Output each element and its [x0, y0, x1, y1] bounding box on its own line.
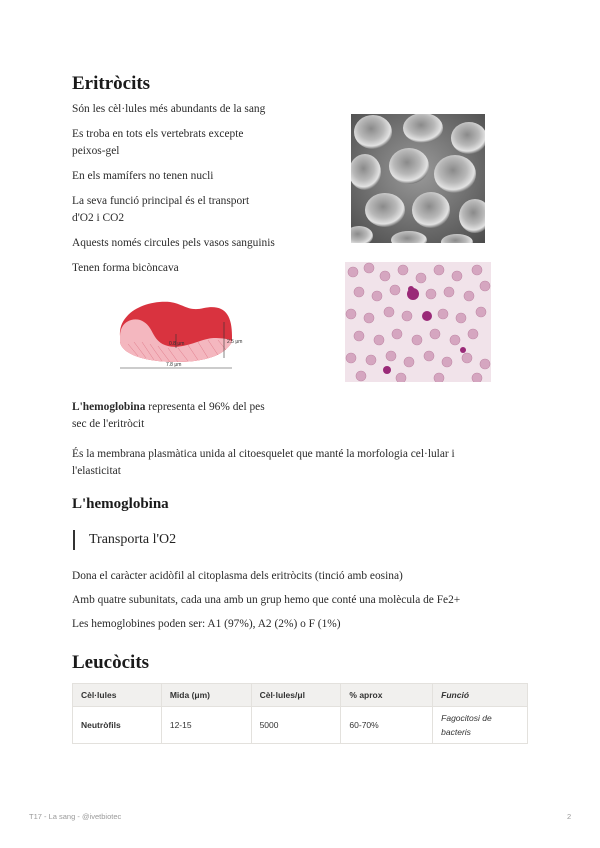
table-header: Funció — [433, 684, 528, 707]
text-line: La seva funció principal és el transport — [72, 195, 250, 207]
text-line: Es troba en tots els vertebrats excepte — [72, 128, 244, 140]
text-line: sec de l'eritròcit — [72, 418, 145, 430]
hemoglobin-paragraph — [72, 399, 265, 415]
text-line: l'elasticitat — [72, 465, 121, 477]
table-cell: 12-15 — [161, 707, 251, 744]
text-line: Les hemoglobines poden ser: A1 (97%), A2 (2%) o F (1%) — [72, 618, 341, 630]
text-line: Dona el caràcter acidòfil al citoplasma dels eritròcits (tinció amb eosina) — [72, 570, 403, 582]
blood-smear-image — [345, 262, 491, 382]
table-cell: 5000 — [251, 707, 341, 744]
table-header-row — [73, 684, 528, 707]
table-header: Cèl·lules/μl — [251, 684, 341, 707]
section-title-leucocits: Leucòcits — [72, 652, 150, 673]
biconcave-cell-diagram — [114, 298, 254, 372]
height-label: 2.5 μm — [227, 339, 243, 345]
erythrocyte-sem-image — [351, 114, 485, 243]
text-line: peixos-gel — [72, 145, 120, 157]
quote-text: Transporta l'O2 — [89, 532, 177, 547]
table-header: Mida (μm) — [161, 684, 251, 707]
table-cell-line: Fagocitosi de — [441, 713, 492, 723]
hemoglobin-text: representa el 96% del pes — [145, 401, 265, 413]
text-line: Tenen forma bicòncava — [72, 262, 179, 274]
section-title-eritrocits: Eritròcits — [72, 73, 151, 94]
text-line: Amb quatre subunitats, cada una amb un grup hemo que conté una molècula de Fe2+ — [72, 594, 461, 606]
hemoglobin-bold: L'hemoglobina — [72, 401, 146, 413]
table-cell: 60-70% — [341, 707, 433, 744]
text-line: Són les cèl·lules més abundants de la sang — [72, 103, 266, 115]
page-number: 2 — [567, 812, 572, 821]
leucocytes-table — [72, 683, 528, 744]
table-cell — [433, 707, 528, 744]
table-header: Cèl·lules — [73, 684, 162, 707]
text-line: És la membrana plasmàtica unida al citoesquelet que manté la morfologia cel·lular i — [72, 448, 455, 460]
text-line: En els mamífers no tenen nucli — [72, 170, 214, 182]
table-row — [73, 707, 528, 744]
table-cell: Neutròfils — [73, 707, 162, 744]
footer-text: T17 - La sang - @ivetbiotec — [29, 812, 122, 821]
text-line: Aquests només circules pels vasos sanguinis — [72, 237, 275, 249]
table-cell-line: bacteris — [441, 727, 471, 737]
section-title-hemoglobina: L'hemoglobina — [72, 496, 169, 512]
depth-label: 0.8 μm — [169, 341, 185, 347]
width-label: 7.8 μm — [166, 362, 182, 368]
table-header: % aprox — [341, 684, 433, 707]
text-line: d'O2 i CO2 — [72, 212, 125, 224]
quote-bar — [73, 530, 75, 550]
